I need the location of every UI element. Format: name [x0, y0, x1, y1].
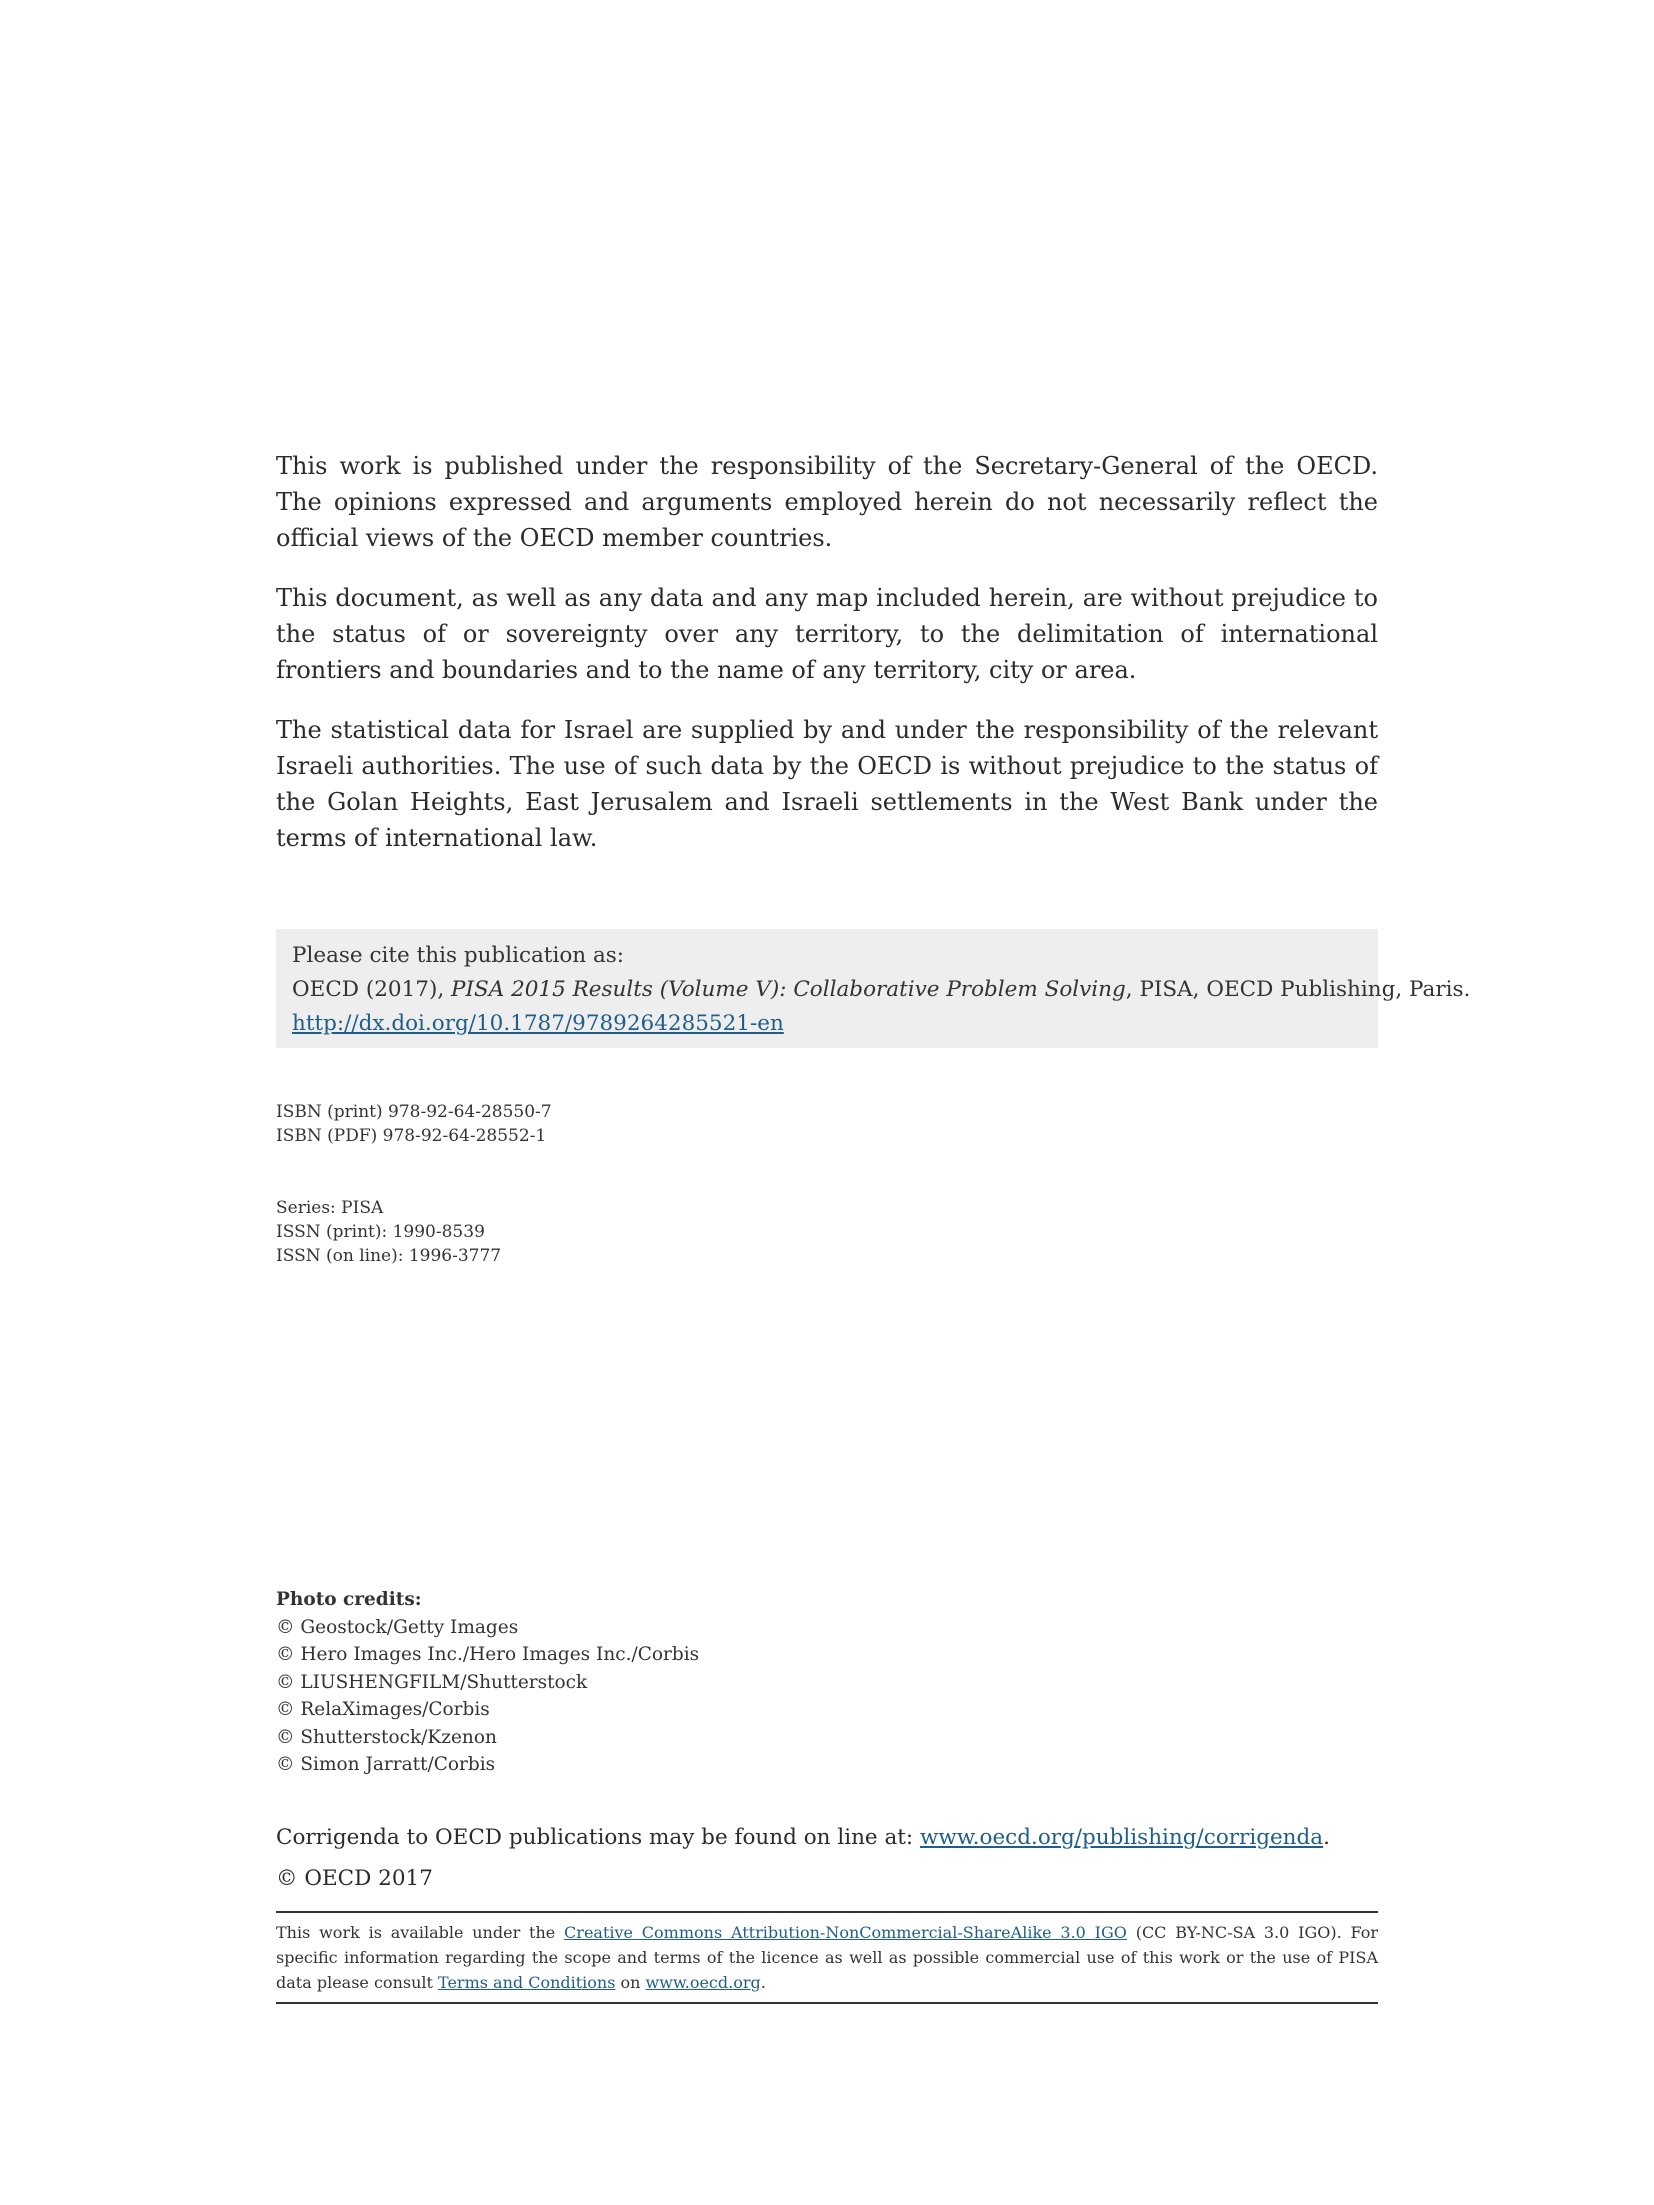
corrigenda-text: Corrigenda to OECD publications may be found on line at: [276, 1825, 921, 1850]
photo-credit-item: © Hero Images Inc./Hero Images Inc./Corbis [276, 1644, 700, 1665]
citation-title: PISA 2015 Results (Volume V): Collaborative Problem Solving [451, 977, 1126, 1002]
citation-doi-link[interactable]: http://dx.doi.org/10.1787/9789264285521-en [292, 1011, 784, 1036]
oecd-site-link[interactable]: www.oecd.org [645, 1973, 761, 1992]
photo-credit-item: © RelaXimages/Corbis [276, 1699, 490, 1720]
photo-credit-item: © Geostock/Getty Images [276, 1616, 519, 1638]
license-text: (CC BY-NC-SA 3.0 IGO). For specific information regarding the scope and terms of the licence as well as possible commercial use of this work or the use of PISA data please consult [276, 1923, 1379, 1992]
citation-author-year: OECD (2017), [292, 977, 452, 1002]
isbn-pdf: ISBN (PDF) 978-92-64-28552-1 [276, 1126, 547, 1146]
citation-box [276, 929, 1471, 1048]
corrigenda-link[interactable]: www.oecd.org/publishing/corrigenda [920, 1825, 1324, 1850]
issn-print: ISSN (print): 1990-8539 [276, 1222, 485, 1242]
series-block [276, 1196, 501, 1268]
disclaimer-paragraph-territory: This document, as well as any data and any map included herein, are without prejudice to the status of or sovereignty over any territory, to the delimitation of international frontiers and boundaries and to the name of any territory, city or area. [276, 584, 1378, 684]
terms-and-conditions-link[interactable]: Terms and Conditions [438, 1973, 616, 1992]
license-text: on [615, 1973, 646, 1992]
disclaimer-section [276, 448, 1378, 880]
copyright-notice: © OECD 2017 [276, 1866, 433, 1891]
photo-credit-item: © Shutterstock/Kzenon [276, 1726, 497, 1748]
photo-credits-heading: Photo credits: [276, 1589, 422, 1610]
corrigenda-suffix: . [1323, 1825, 1330, 1850]
license-bottom-divider [276, 2002, 1378, 2004]
issn-online: ISSN (on line): 1996-3777 [276, 1246, 502, 1266]
photo-credit-item: © Simon Jarratt/Corbis [276, 1754, 496, 1775]
license-text: This work is available under the [276, 1923, 565, 1942]
isbn-print: ISBN (print) 978-92-64-28550-7 [276, 1102, 552, 1122]
series-name: Series: PISA [276, 1198, 384, 1218]
citation-intro: Please cite this publication as: [292, 943, 625, 968]
license-top-divider [276, 1911, 1378, 1913]
creative-commons-link[interactable]: Creative Commons Attribution-NonCommercial-ShareAlike 3.0 IGO [564, 1923, 1127, 1942]
citation-publisher: , PISA, OECD Publishing, Paris. [1125, 977, 1471, 1002]
photo-credits [276, 1586, 699, 1779]
disclaimer-paragraph-israel: The statistical data for Israel are supplied by and under the responsibility of the relevant Israeli authorities. The use of such data by the OECD is without prejudice to the status of the Golan Heights, East Jerusalem and Israeli settlements in the West Bank under the terms of international law. [276, 716, 1378, 852]
corrigenda-notice [276, 1824, 1378, 1852]
license-notice [276, 1920, 1378, 1995]
disclaimer-paragraph-responsibility: This work is published under the responsibility of the Secretary-General of the OECD. The opinions expressed and arguments employed herein do not necessarily reflect the official views of the OECD member countries. [276, 452, 1378, 552]
photo-credit-item: © LIUSHENGFILM/Shutterstock [276, 1671, 588, 1693]
isbn-block [276, 1100, 552, 1148]
citation-reference [292, 973, 1471, 1007]
license-text: . [760, 1973, 766, 1992]
